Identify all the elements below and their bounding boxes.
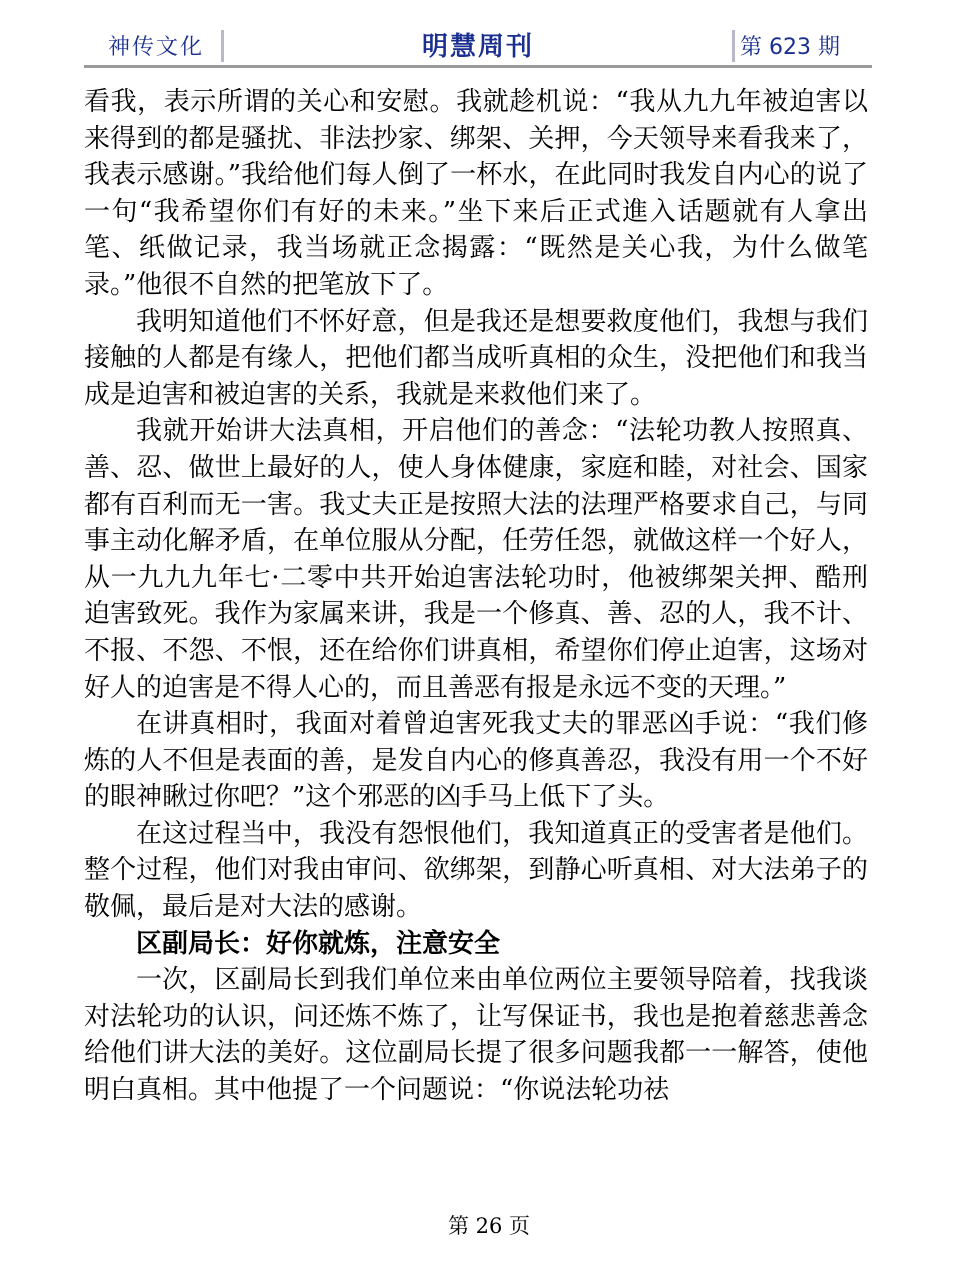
paragraph-continued: 看我，表示所谓的关心和安慰。我就趁机说：“我从九九年被迫害以来得到的都是骚扰、非法抄家、绑架、关押，今天领导来看我来了，我表示感谢。”我给他们每人倒了一杯水，在此同时我发自内心的说了一句“我希望你们有好的未来。”坐下来后正式進入话题就有人拿出笔、纸做记录，我当场就正念揭露：“既然是关心我，为什么做笔录。”他很不自然的把笔放下了。 [84,87,868,300]
header-section-title: 神传文化 [108,35,205,60]
section-subheading: 区副局长：好你就炼，注意安全 [136,928,501,959]
header-publication-title: 明慧周刊 [421,32,534,62]
page-header [84,26,872,68]
header-divider-right [732,30,735,62]
paragraph: 在讲真相时，我面对着曾迫害死我丈夫的罪恶凶手说：“我们修炼的人不但是表面的善，是发自内心的修真善忍，我没有用一个不好的眼神瞅过你吧？”这个邪恶的凶手马上低下了头。 [84,709,868,813]
page-number: 第 26 页 [447,1214,531,1238]
header-issue-number: 第 623 期 [740,35,840,60]
paragraph: 在这过程当中，我没有怨恨他们，我知道真正的受害者是他们。整个过程，他们对我由审问、欲绑架，到静心听真相、对大法弟子的敬佩，最后是对大法的感谢。 [84,818,868,923]
paragraph: 我就开始讲大法真相，开启他们的善念：“法轮功教人按照真、善、忍、做世上最好的人，使人身体健康，家庭和睦，对社会、国家都有百利而无一害。我丈夫正是按照大法的法理严格要求自己，与同事主动化解矛盾，在单位服从分配，任劳任怨，就做这样一个好人，从一九九九年七·二零中共开始迫害法轮功时，他被绑架关押、酷刑迫害致死。我作为家属来讲，我是一个修真、善、忍的人，我不计、不报、不怨、不恨，还在给你们讲真相，希望你们停止迫害，这场对好人的迫害是不得人心的，而且善恶有报是永远不变的天理。” [84,416,868,703]
paragraph: 一次，区副局长到我们单位来由单位两位主要领导陪着，找我谈对法轮功的认识，问还炼不炼了，让写保证书，我也是抱着慈悲善念给他们讲大法的美好。这位副局长提了很多问题我都一一解答，使他明白真相。其中他提了一个问题说：“你说法轮功祛 [84,965,868,1106]
header-rule [84,65,872,68]
paragraph: 我明知道他们不怀好意，但是我还是想要救度他们，我想与我们接触的人都是有缘人，把他们都当成听真相的众生，没把他们和我当成是迫害和被迫害的关系，我就是来救他们来了。 [84,306,868,410]
article-body [84,84,868,1109]
